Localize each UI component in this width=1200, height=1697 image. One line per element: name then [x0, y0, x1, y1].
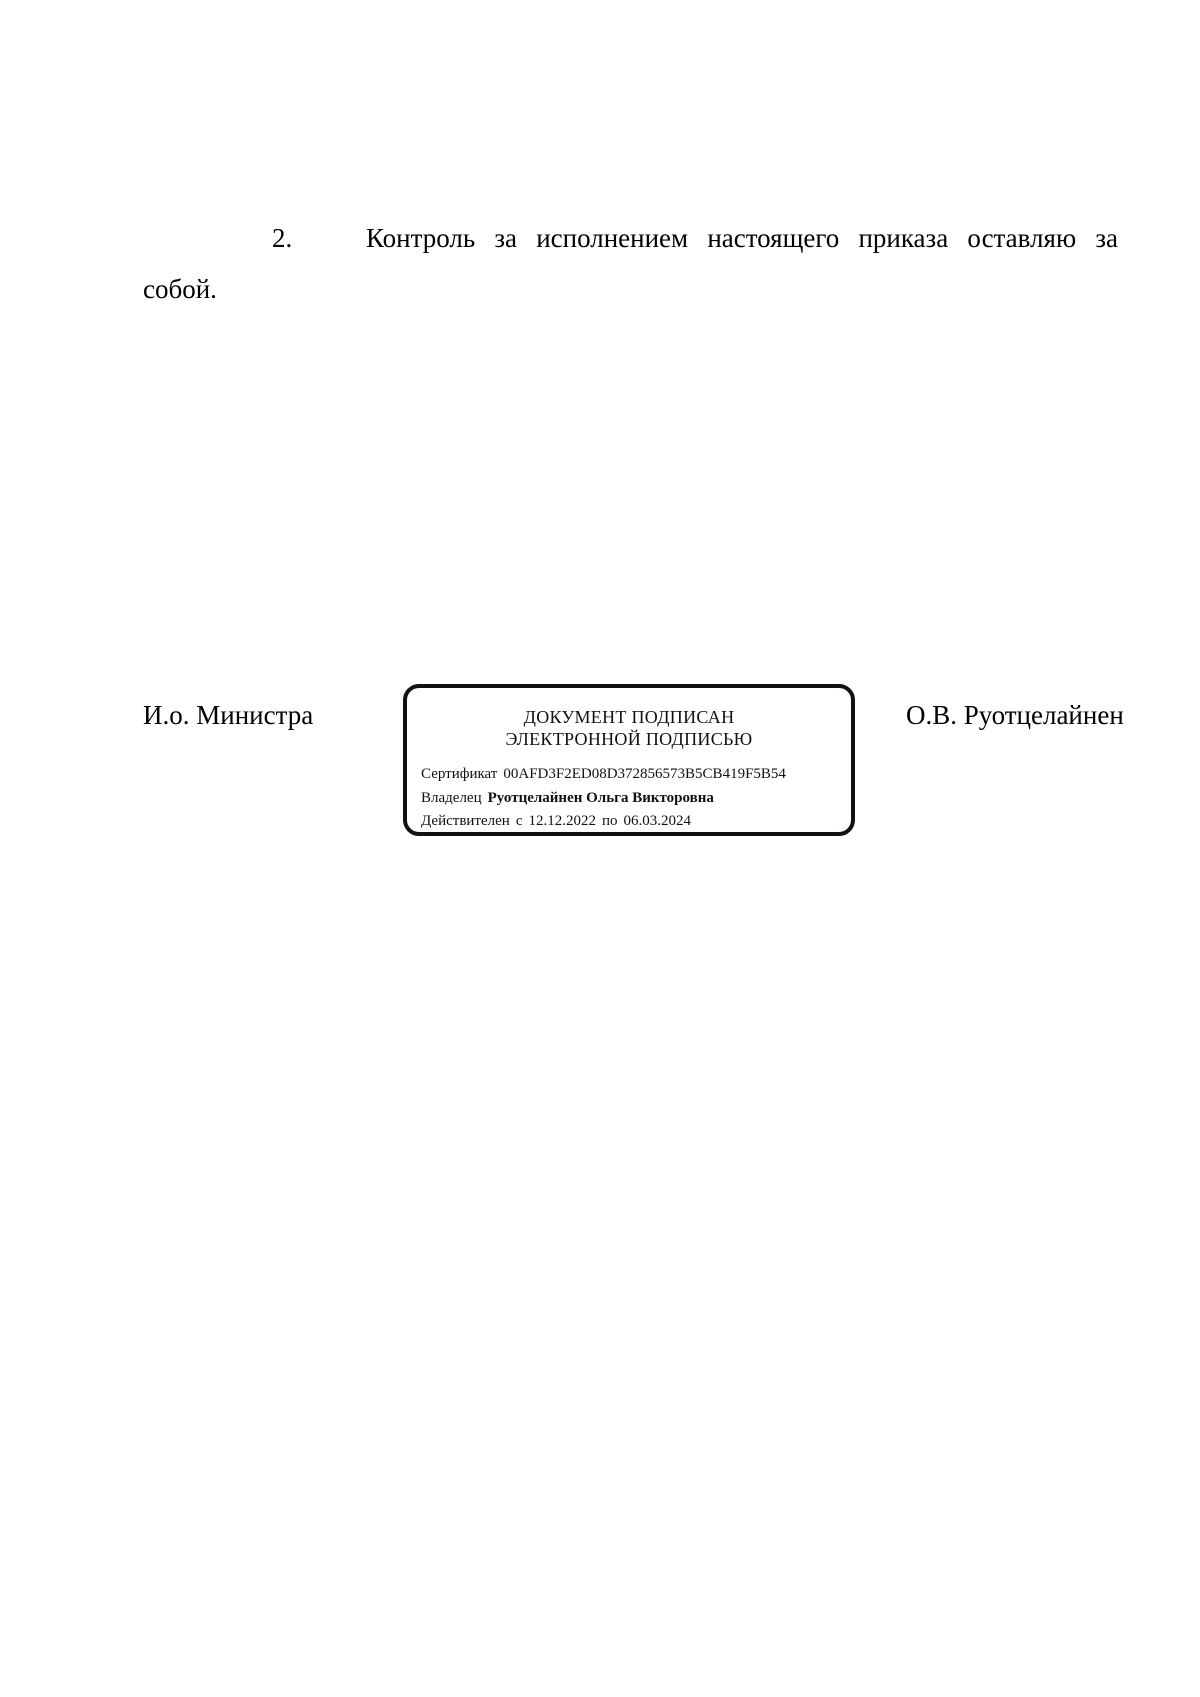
certificate-value: 00AFD3F2ED08D372856573B5CB419F5B54 [503, 766, 786, 782]
paragraph-word: Контроль [366, 223, 476, 253]
validity-to-prefix: по [601, 813, 618, 829]
paragraph-word: настоящего [707, 223, 840, 253]
owner-label: Владелец [421, 790, 482, 806]
paragraph-word: оставляю [967, 223, 1077, 253]
signatory-position: И.о. Министра [143, 700, 314, 730]
paragraph-word: за [1095, 223, 1118, 253]
certificate-label: Сертификат [421, 766, 498, 782]
stamp-certificate-row [421, 764, 786, 784]
signatory-name: О.В. Руотцелайнен [906, 700, 1124, 730]
paragraph-text-line-1 [366, 223, 1118, 253]
stamp-title-line-1: ДОКУМЕНТ ПОДПИСАН [523, 707, 735, 727]
paragraph-word: приказа [858, 223, 949, 253]
stamp-validity-row [421, 811, 691, 831]
validity-label: Действителен [421, 813, 510, 829]
validity-from-date: 12.12.2022 [528, 813, 596, 829]
paragraph-word: исполнением [536, 223, 689, 253]
paragraph-text-line-2: собой. [143, 274, 217, 304]
owner-value: Руотцелайнен Ольга Викторовна [487, 790, 714, 806]
validity-from-prefix: с [515, 813, 523, 829]
stamp-title-line-2: ЭЛЕКТРОННОЙ ПОДПИСЬЮ [505, 729, 753, 749]
electronic-signature-stamp [403, 684, 855, 836]
paragraph-word: за [494, 223, 518, 253]
stamp-owner-row [421, 788, 714, 808]
validity-to-date: 06.03.2024 [623, 813, 692, 829]
paragraph-number: 2. [272, 223, 293, 253]
